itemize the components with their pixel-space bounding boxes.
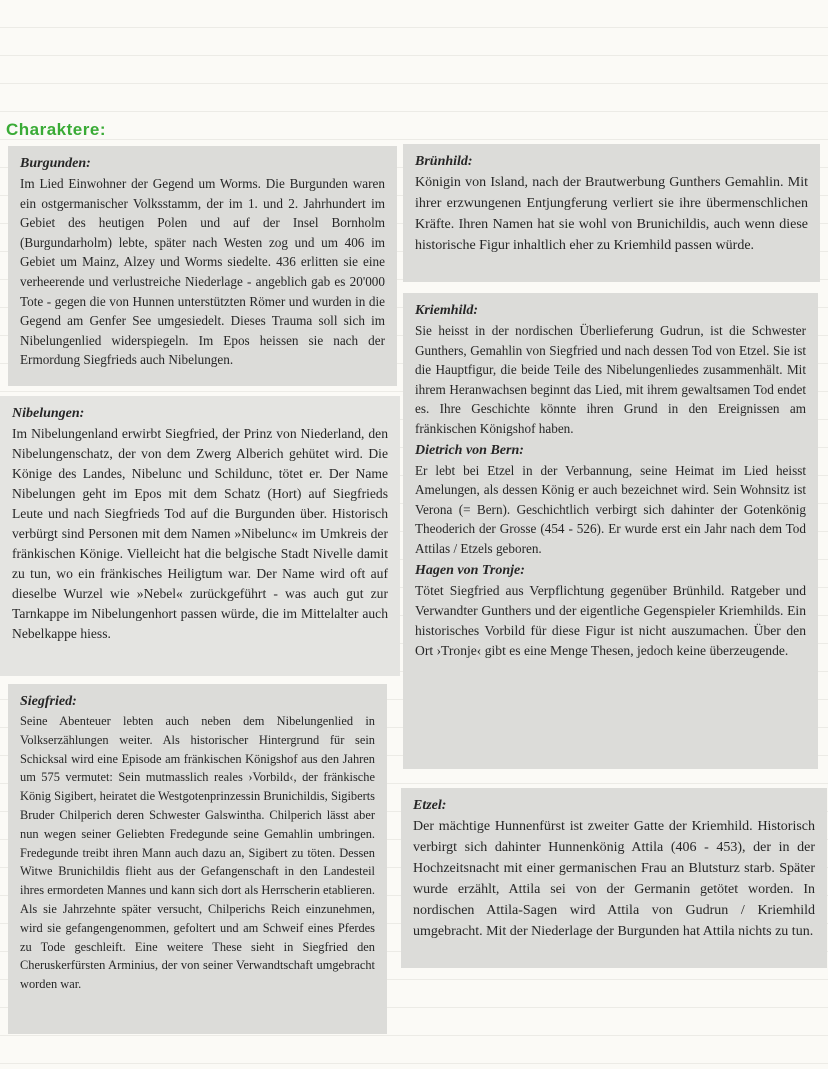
card-bruenhild (403, 144, 820, 282)
card-title: Etzel: (413, 798, 447, 813)
card-title: Burgunden: (20, 156, 91, 171)
card-title: Siegfried: (20, 694, 77, 709)
card-text: Im Lied Einwohner der Gegend um Worms. Die Burgunden waren ein ostgermanischer Volksstamm, der im 1. und 2. Jahrhundert im Gebiet des heutigen Polen und auf der Insel Bornholm (Burgundarholm) lebte, später nach Westen zog und um 406 im Gebiet um Mainz, Alzey und Worms siedelte. 436 erlitten sie eine verheerende und verlustreiche Niederlage - angeblich gab es 20'000 Tote - gegen die von Hunnen unterstützten Römer und wurden in die Gegend am Genfer See umgesiedelt. Dieses Trauma soll sich im Nibelungenlied widerspiegeln. Im Epos heissen sie nach der Ermordung Siegfrieds auch Nibelungen. (20, 176, 385, 368)
card-text: Seine Abenteuer lebten auch neben dem Nibelungenlied in Volkserzählungen weiter. Als historischer Hintergrund für sein Schicksal wird eine Episode am fränkischen Königshof aus den Jahren um 575 vermutet: Sein mutmasslich reales ›Vorbild‹, der fränkische König Sigibert, heiratet die Westgotenprinzessin Brunichildis, Sigiberts Bruder Chilperich deren Schwester Galswintha. Chilperich lässt aber nun wegen seiner Geliebten Fredegunde seine Gemahlin umbringen. Fredegunde treibt ihren Mann auch dazu an, Sigibert zu töten. Dessen Witwe Brunichildis flieht aus der Gefangenschaft in den Landesteil ihres ermordeten Mannes und kann sich dort als Herrscherin etablieren. Als sie Jahrzehnte später versucht, Chilperichs Reich einzunehmen, wird sie gefangengenommen, gefoltert und am Schweif eines Pferdes zu Tode geschleift. Eine weitere These sieht in Siegfried den Cheruskerfürsten Arminius, der von seiner Verwandtschaft umgebracht worden war. (20, 714, 375, 992)
card-etzel (401, 788, 827, 968)
card-text-dietrich: Er lebt bei Etzel in der Verbannung, seine Heimat im Lied heisst Amelungen, als dessen König er auch bezeichnet wird. Sein Wohnsitz ist Verona (= Bern). Geschichtlich verbirgt sich dahinter der Gotenkönig Theoderich der Grosse (454 - 526). Er wurde erst ein Jahr nach dem Tod Attilas / Etzels geboren. (415, 462, 806, 556)
card-title: Nibelungen: (12, 406, 85, 421)
card-text: Der mächtige Hunnenfürst ist zweiter Gatte der Kriemhild. Historisch verbirgt sich dahinter Hunnenkönig Attila (406 - 453), der in der Hochzeitsnacht mit einer germanischen Frau an Blutsturz starb. Später wurde erzählt, Attila sei von der Germanin getötet worden. In nordischen Attila-Sagen wird Attila von Gudrun / Kriemhild umgebracht. Mit der Niederlage der Burgunden hat Attila nichts zu tun. (413, 819, 815, 939)
card-text: Im Nibelungenland erwirbt Siegfried, der Prinz von Niederland, den Nibelungenschatz, der von dem Zwerg Alberich gehütet wird. Die Könige des Landes, Nibelunc und Schildunc, tötet er. Der Name Nibelungen geht im Epos mit dem Schatz (Hort) auf Siegfrieds Leute und nach Siegfrieds Tod auf die Burgunden über. Historisch verbürgt sind Personen mit dem Namen »Nibelunc« im Umkreis der fränkischen Könige. Vielleicht hat die belgische Stadt Nivelle damit zu tun, wo ein fränkisches Heiligtum war. Der Name wird oft auf dieselbe Wurzel wie »Nebel« zurückgeführt - was auch gut zur Tarnkappe im Nibelungenhort passen würde, die im Mittelalter auch Nebelkappe hiess. (12, 426, 388, 641)
card-title-dietrich: Dietrich von Bern: (415, 442, 524, 458)
card-title-kriemhild: Kriemhild: (415, 303, 479, 318)
card-burgunden (8, 146, 397, 386)
card-title-hagen: Hagen von Tronje: (415, 562, 525, 578)
page-heading: Charaktere: (6, 120, 106, 139)
card-kriemhild-dietrich-hagen (403, 293, 818, 769)
card-nibelungen (0, 396, 400, 676)
card-text: Königin von Island, nach der Brautwerbung Gunthers Gemahlin. Mit ihrer erzwungenen Entjungferung verliert sie ihre übermenschlichen Kräfte. Ihren Namen hat sie wohl von Brunichildis, auch wenn diese historische Figur inhaltlich eher zu Kriemhild passen würde. (415, 175, 808, 253)
card-siegfried (8, 684, 387, 1034)
card-title: Brünhild: (415, 154, 473, 169)
card-text-hagen: Tötet Siegfried aus Verpflichtung gegenüber Brünhild. Ratgeber und Verwandter Gunthers und der eigentliche Gegenspieler Kriemhilds. Ein historisches Vorbild für diese Figur ist nicht auszumachen. Über den Ort ›Tronje‹ gibt es eine Menge Thesen, jedoch keine überzeugende. (415, 582, 806, 658)
card-text-kriemhild: Sie heisst in der nordischen Überlieferung Gudrun, ist die Schwester Gunthers, Gemahlin von Siegfried und nach dessen Tod von Etzel. Sie ist die Hauptfigur, die beide Teile des Nibelungenliedes zusammenhält. Mit ihrem Heranwachsen beginnt das Lied, mit ihrem gewaltsamen Tod endet es. Ihre Geschichte könnte ihren Grund in den Ereignissen am fränkischen Königshof haben. (415, 323, 806, 436)
